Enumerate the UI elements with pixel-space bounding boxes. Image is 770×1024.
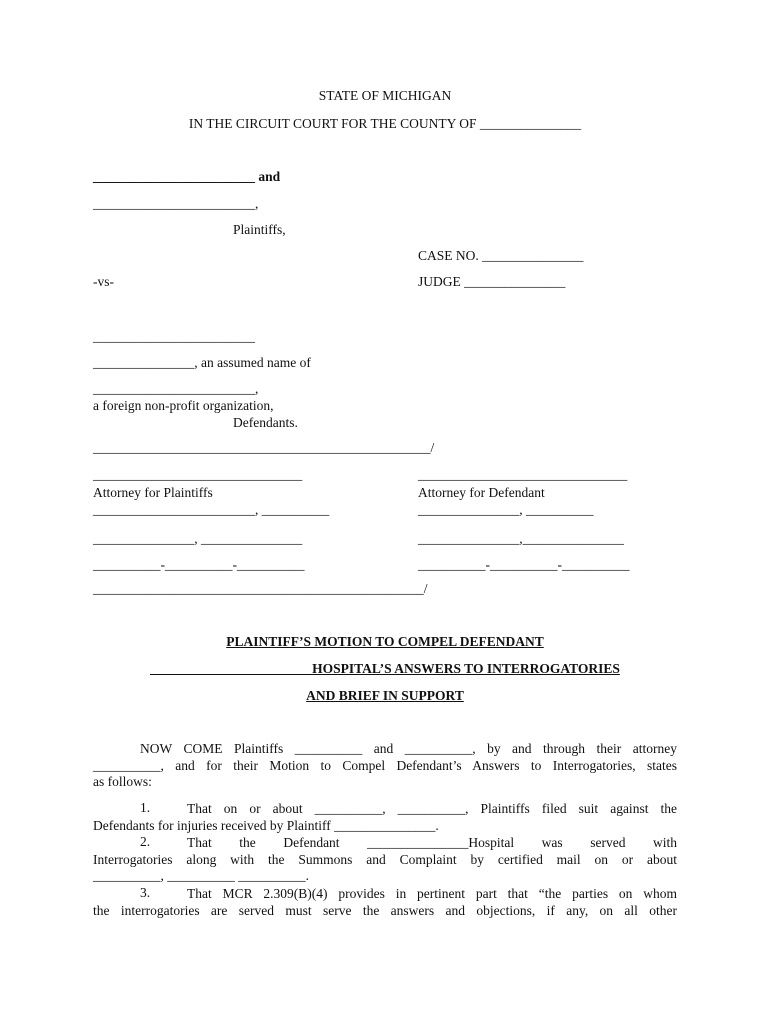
paragraph-1-line-1: That on or about __________, __________, Plaintiffs filed suit against the — [187, 801, 677, 816]
judge-line: JUDGE _______________ — [418, 274, 566, 289]
paragraph-2-line-2: Interrogatories along with the Summons and Complaint by certified mail on or about — [93, 852, 677, 867]
motion-title-line-1: PLAINTIFF’S MOTION TO COMPEL DEFENDANT — [226, 634, 544, 649]
intro-line-2: __________, and for their Motion to Compel Defendant’s Answers to Interrogatories, states — [93, 758, 677, 773]
defendant-attorney-signature-line: _______________________________ — [418, 467, 628, 482]
intro-line-1: NOW COME Plaintiffs __________ and __________, by and through their attorney — [140, 741, 677, 756]
plaintiff-attorney-line-1: ________________________, __________ — [93, 502, 330, 517]
court-heading: IN THE CIRCUIT COURT FOR THE COUNTY OF _______________ — [188, 116, 582, 131]
paragraph-3-line-1: That MCR 2.309(B)(4) provides in pertinent part that “the parties on whom — [187, 886, 677, 901]
defendant-attorney-label: Attorney for Defendant — [418, 485, 545, 500]
defendant-description: a foreign non-profit organization, — [93, 398, 274, 413]
plaintiff-attorney-line-2: _______________, _______________ — [93, 531, 303, 546]
versus-label: -vs- — [93, 274, 114, 289]
caption-divider: __________________________________________________/ — [93, 440, 435, 455]
paragraph-3-number: 3. — [140, 885, 151, 900]
plaintiff-name-line-1: ________________________ and — [93, 169, 281, 184]
defendant-name-line-1: ________________________ — [93, 329, 255, 344]
paragraph-1-line-2: Defendants for injuries received by Plaintiff _______________. — [93, 818, 439, 833]
plaintiff-attorney-signature-line: _______________________________ — [93, 467, 303, 482]
defendant-attorney-phone: __________-__________-__________ — [418, 557, 630, 572]
paragraph-2-line-1: That the Defendant _______________Hospital was served with — [187, 835, 677, 850]
case-number: CASE NO. _______________ — [418, 248, 584, 263]
motion-title-line-2: ________________________HOSPITAL’S ANSWERS TO INTERROGATORIES — [150, 661, 620, 676]
intro-line-3: as follows: — [93, 774, 152, 789]
defendant-attorney-line-2: _______________,_______________ — [418, 531, 624, 546]
plaintiffs-label: Plaintiffs, — [233, 222, 286, 237]
paragraph-1-number: 1. — [140, 800, 151, 815]
defendants-label: Defendants. — [233, 415, 298, 430]
state-heading: STATE OF MICHIGAN — [318, 88, 452, 103]
defendant-name-line-2: _______________, an assumed name of — [93, 355, 311, 370]
plaintiff-attorney-label: Attorney for Plaintiffs — [93, 485, 213, 500]
paragraph-2-line-3: __________, __________ __________. — [93, 868, 309, 883]
plaintiff-attorney-phone: __________-__________-__________ — [93, 557, 305, 572]
motion-title-line-3: AND BRIEF IN SUPPORT — [306, 688, 464, 703]
defendant-name-line-3: ________________________, — [93, 381, 259, 396]
plaintiff-name-line-2: ________________________, — [93, 196, 259, 211]
paragraph-2-number: 2. — [140, 834, 151, 849]
paragraph-3-line-2: the interrogatories are served must serve the answers and objections, if any, on all other — [93, 903, 677, 918]
defendant-attorney-line-1: _______________, __________ — [418, 502, 594, 517]
attorney-block-divider: _________________________________________________/ — [93, 581, 428, 596]
